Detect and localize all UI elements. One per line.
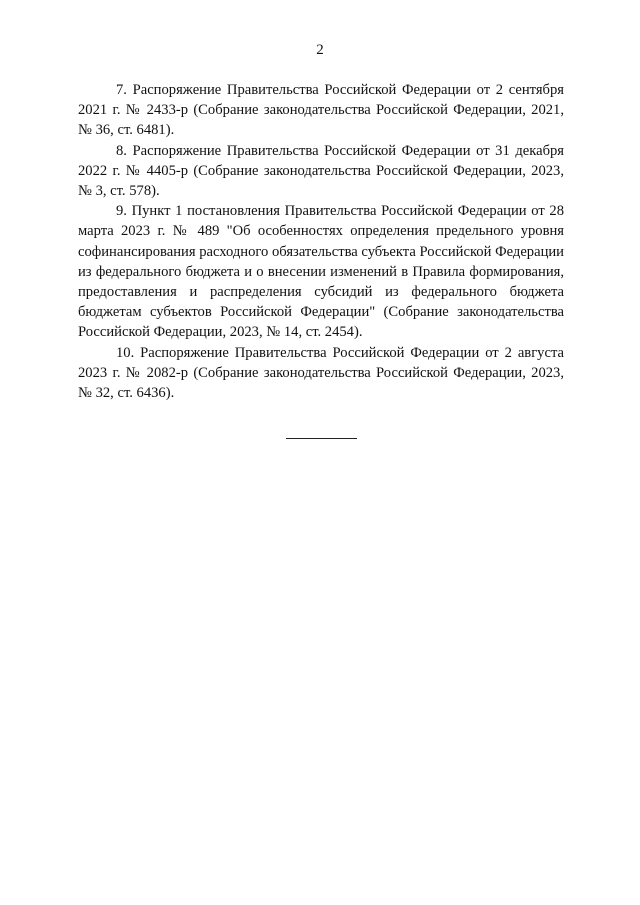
page-number: 2 xyxy=(316,42,324,58)
paragraph-item-9: 9. Пункт 1 постановления Правительства Российской Федерации от 28 марта 2023 г. № 489 "Об особенностях определения предельного уровня софинансирования расходного обязательства субъекта Российской Федерации из федерального бюджета и о внесении изменений в Правила формирования, предоставления и распределения субсидий из федерального бюджета бюджетам субъектов Российской Федерации" (Собрание законодательства Российской Федерации, 2023, № 14, ст. 2454). xyxy=(78,203,564,341)
paragraph-item-10: 10. Распоряжение Правительства Российской Федерации от 2 августа 2023 г. № 2082-р (Собрание законодательства Российской Федерации, 2023, № 32, ст. 6436). xyxy=(78,344,564,402)
paragraph-item-8: 8. Распоряжение Правительства Российской Федерации от 31 декабря 2022 г. № 4405-р (Собрание законодательства Российской Федерации, 2023, № 3, ст. 578). xyxy=(78,142,564,200)
document-body xyxy=(78,80,564,403)
paragraph-item-7: 7. Распоряжение Правительства Российской Федерации от 2 сентября 2021 г. № 2433-р (Собрание законодательства Российской Федерации, 2021, № 36, ст. 6481). xyxy=(78,82,564,139)
end-separator-line xyxy=(286,438,357,439)
